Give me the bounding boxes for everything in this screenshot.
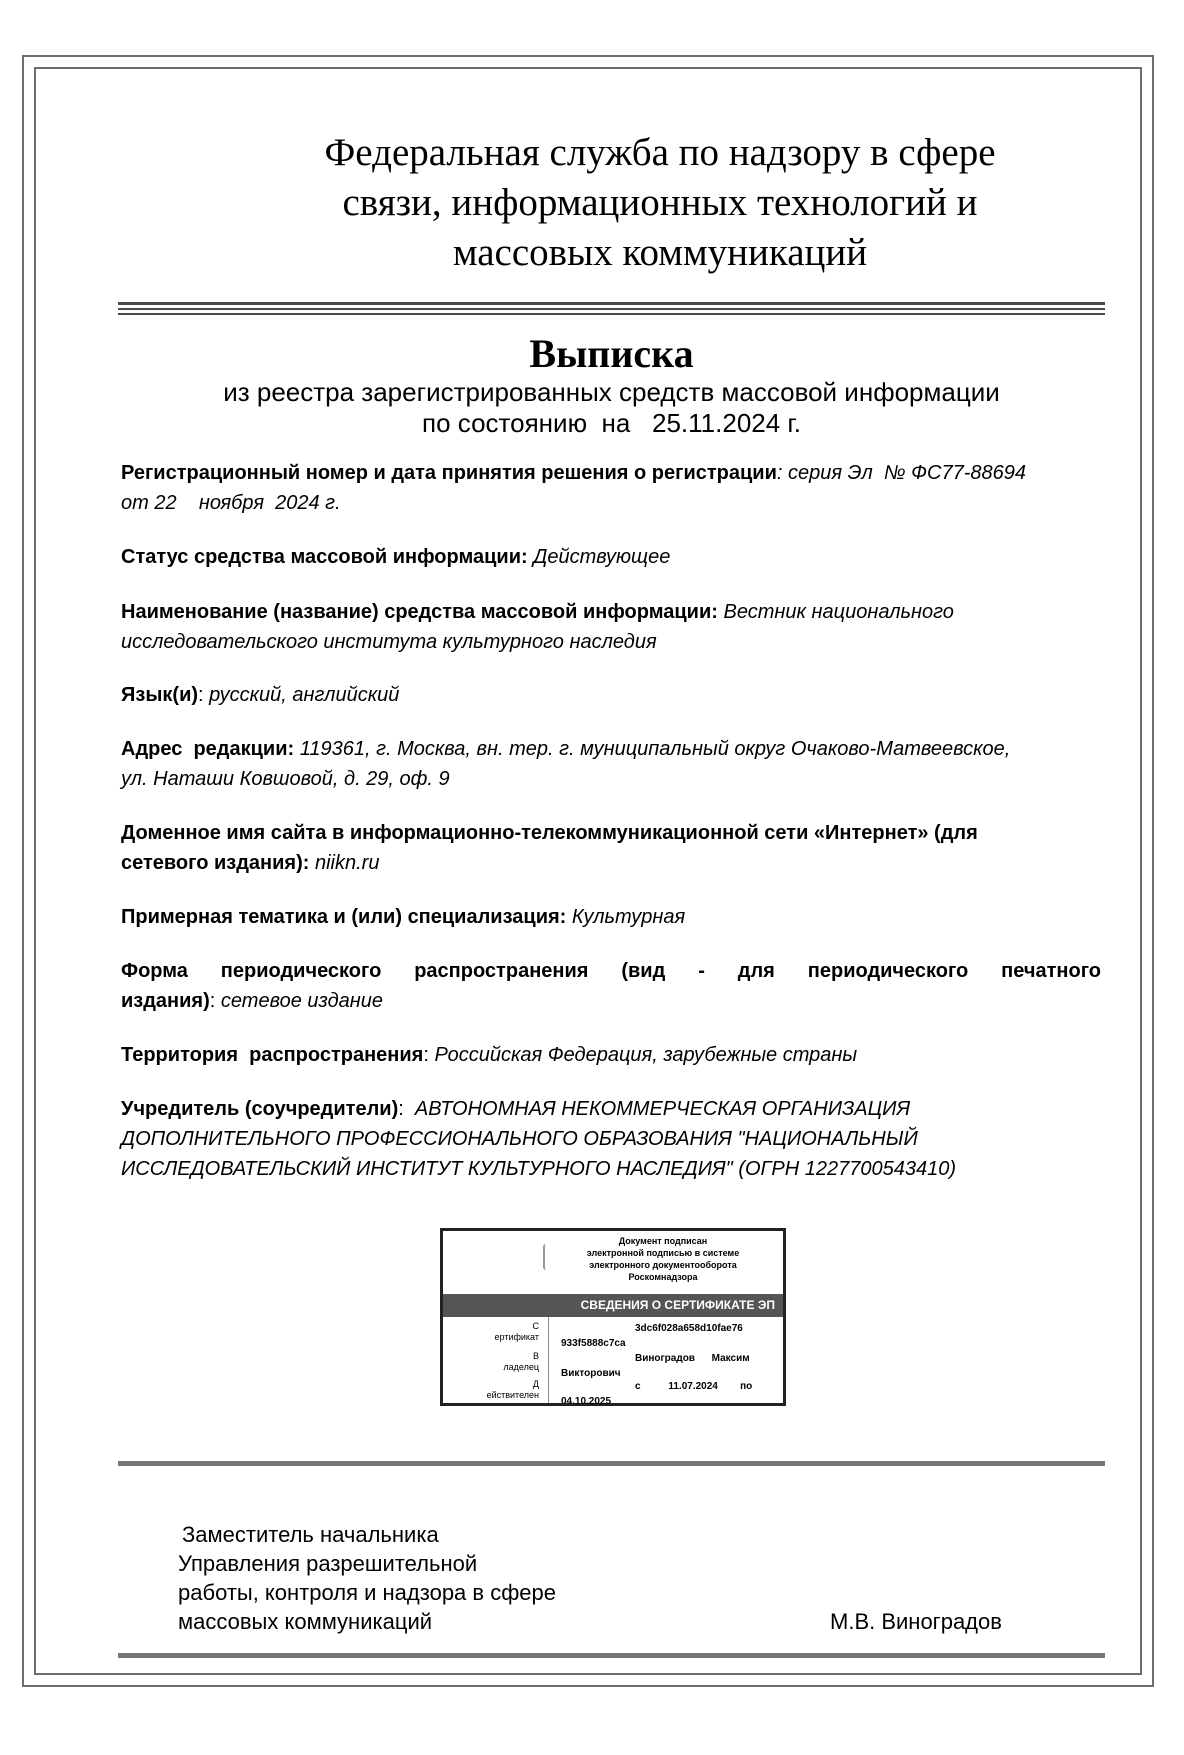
field-domain <box>121 818 1101 878</box>
field-form <box>121 956 1101 1016</box>
territory-sep: : <box>423 1044 429 1066</box>
field-languages <box>121 680 1101 710</box>
founder-label: Учредитель (соучредители) <box>121 1098 399 1120</box>
address-value-line-2: ул. Наташи Ковшовой, д. 29, оф. 9 <box>121 768 450 790</box>
document-subtitle-line-2: по состоянию на 25.11.2024 г. <box>422 408 801 438</box>
field-status <box>121 542 1101 572</box>
domain-label-line-2: сетевого издания): <box>121 852 310 874</box>
name-value-line-1: Вестник национального <box>717 601 954 623</box>
founder-value-line-1: АВТОНОМНАЯ НЕКОММЕРЧЕСКАЯ ОРГАНИЗАЦИЯ <box>403 1098 911 1120</box>
field-name <box>121 597 1101 657</box>
stamp-valid-value-2: 04.10.2025 <box>561 1396 612 1407</box>
stamp-valid-value <box>561 1379 773 1409</box>
stamp-header-line-1: Документ подписан <box>618 1236 708 1246</box>
status-value: Действующее <box>527 546 671 568</box>
stamp-row-valid <box>443 1379 783 1409</box>
languages-sep: : <box>198 684 204 706</box>
stamp-valid-key <box>443 1379 539 1401</box>
signatory-line-1: Заместитель начальника <box>182 1522 439 1547</box>
header-rule-2 <box>118 308 1105 310</box>
founder-value-line-2: ДОПОЛНИТЕЛЬНОГО ПРОФЕССИОНАЛЬНОГО ОБРАЗОВАНИЯ "НАЦИОНАЛЬНЫЙ <box>121 1128 918 1150</box>
stamp-header-line-3: электронного документооборота <box>589 1260 737 1270</box>
footer-rule-bottom <box>118 1653 1105 1658</box>
stamp-owner-key <box>443 1351 539 1373</box>
agency-title-line-2: связи, информационных технологий и <box>342 181 978 224</box>
domain-label-line-1: Доменное имя сайта в информационно-телекоммуникационной сети «Интернет» (для <box>121 822 978 844</box>
document-subtitle-line-1: из реестра зарегистрированных средств массовой информации <box>223 377 1000 407</box>
stamp-owner-key-1: В <box>532 1351 539 1361</box>
topic-value: Культурная <box>566 906 686 928</box>
field-founder <box>121 1094 1101 1184</box>
stamp-header <box>563 1235 763 1283</box>
territory-label: Территория распространения <box>121 1044 424 1066</box>
signatory-line-3: работы, контроля и надзора в сфере <box>178 1580 557 1605</box>
languages-label: Язык(и) <box>121 684 199 706</box>
stamp-owner-value-2: Викторович <box>561 1368 621 1379</box>
stamp-owner-key-2: ладелец <box>503 1362 539 1372</box>
registration-date: от 22 ноября 2024 г. <box>121 492 341 514</box>
signatory-name: М.В. Виноградов <box>830 1609 1002 1634</box>
stamp-row-certificate <box>443 1321 783 1351</box>
signatory-line-2: Управления разрешительной <box>178 1551 478 1576</box>
header-rule-3 <box>118 313 1105 315</box>
field-registration <box>121 458 1101 518</box>
form-value: сетевое издание <box>215 990 383 1012</box>
form-label-line-1: Форма периодического распространения (вид - для периодического печатного <box>121 960 1101 982</box>
registration-label: Регистрационный номер и дата принятия решения о регистрации <box>121 462 777 484</box>
signatory-line-4: массовых коммуникаций <box>178 1609 433 1634</box>
field-address <box>121 734 1101 794</box>
name-label: Наименование (название) средства массовой информации: <box>121 601 718 623</box>
stamp-cert-key-2: ертификат <box>494 1332 539 1342</box>
address-label: Адрес редакции: <box>121 738 295 760</box>
stamp-owner-value-1: Виноградов Максим <box>635 1353 750 1364</box>
stamp-cert-value-1: 3dc6f028a658d10fae76 <box>635 1323 743 1334</box>
field-topic <box>121 902 1101 932</box>
stamp-cert-key <box>443 1321 539 1343</box>
signature-stamp <box>440 1228 786 1406</box>
agency-title-line-3: массовых коммуникаций <box>452 231 868 274</box>
languages-value: русский, английский <box>203 684 400 706</box>
address-value-line-1: 119361, г. Москва, вн. тер. г. муниципальный округ Очаково-Матвеевское, <box>294 738 1011 760</box>
stamp-owner-value <box>561 1351 773 1381</box>
form-sep: : <box>209 990 216 1012</box>
document-subtitle <box>118 377 1105 439</box>
stamp-row-owner <box>443 1351 783 1381</box>
stamp-cert-value-2: 933f5888c7ca <box>561 1338 626 1349</box>
document-title: Выписка <box>529 331 694 376</box>
field-territory <box>121 1040 1101 1070</box>
status-label: Статус средства массовой информации: <box>121 546 528 568</box>
topic-label: Примерная тематика и (или) специализация: <box>121 906 567 928</box>
agency-title-line-1: Федеральная служба по надзору в сфере <box>324 131 996 174</box>
territory-value: Российская Федерация, зарубежные страны <box>428 1044 858 1066</box>
stamp-cert-value <box>561 1321 773 1351</box>
founder-sep: : <box>398 1098 404 1120</box>
domain-value: niikn.ru <box>309 852 380 874</box>
stamp-header-line-4: Роскомнадзора <box>628 1272 698 1282</box>
stamp-certificate-bar: СВЕДЕНИЯ О СЕРТИФИКАТЕ ЭП <box>443 1294 783 1317</box>
footer-rule-top <box>118 1461 1105 1466</box>
form-label-line-2: издания) <box>121 990 210 1012</box>
stamp-logo-icon <box>543 1244 549 1270</box>
registration-value: : серия Эл № ФС77-88694 <box>776 462 1026 484</box>
header-rule-1 <box>118 302 1105 305</box>
name-value-line-2: исследовательского института культурного наследия <box>121 631 657 653</box>
stamp-header-line-2: электронной подписью в системе <box>586 1248 740 1258</box>
stamp-cert-key-1: С <box>532 1321 539 1331</box>
agency-title <box>220 128 1100 278</box>
stamp-valid-key-2: ействителен <box>486 1390 539 1400</box>
founder-value-line-3: ИССЛЕДОВАТЕЛЬСКИЙ ИНСТИТУТ КУЛЬТУРНОГО НАСЛЕДИЯ" (ОГРН 1227700543410) <box>121 1158 957 1180</box>
signatory-position <box>178 1520 738 1636</box>
stamp-valid-key-1: Д <box>532 1379 539 1389</box>
stamp-valid-value-1: с 11.07.2024 по <box>635 1381 753 1392</box>
